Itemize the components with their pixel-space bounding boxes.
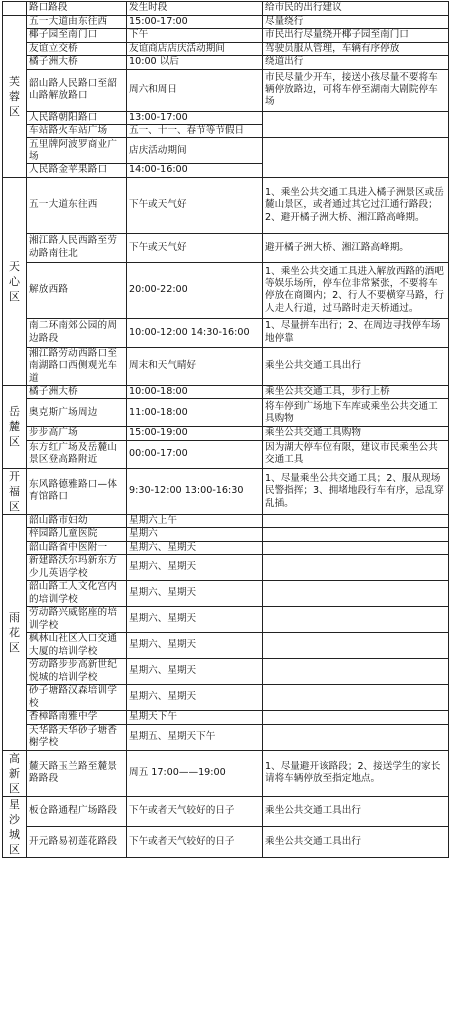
advice-cell: 驾驶员服从管理，车辆有序停放 [263,42,449,55]
time-cell: 星期六上午 [127,514,263,527]
time-cell: 店庆活动期间 [127,138,263,164]
road-cell: 友谊立交桥 [27,42,127,55]
advice-cell [263,111,449,138]
road-cell: 湘江路劳动西路口至南湖路口西侧观光车道 [27,347,127,385]
district-cell [3,468,27,514]
table-row [3,607,449,633]
table-row [3,440,449,468]
advice-cell [263,581,449,607]
table-row [3,468,449,514]
traffic-advice-table [2,1,449,858]
table-row [3,724,449,750]
table-row [3,69,449,111]
road-cell: 五一大道由东往西 [27,16,127,29]
time-cell: 周六和周日 [127,69,263,111]
table-row [3,555,449,581]
table-row [3,233,449,262]
table-row [3,386,449,399]
road-cell: 湘江路人民西路至劳动路南往北 [27,233,127,262]
advice-cell: 乘坐公共交通工具出行 [263,347,449,385]
time-cell: 星期六、星期天 [127,541,263,554]
table-row [3,399,449,427]
table-row [3,528,449,541]
table-row [3,750,449,796]
road-cell: 香樟路南雅中学 [27,711,127,724]
advice-cell: 市民出行尽量绕开椰子园至南门口 [263,29,449,42]
advice-cell [263,138,449,177]
table-row [3,16,449,29]
advice-cell: 尽量绕行 [263,16,449,29]
advice-cell [263,711,449,724]
road-cell: 天华路天华砂子塘香榭学校 [27,724,127,750]
time-cell: 10:00-12:00 14:30-16:00 [127,318,263,347]
district-name: 高新区 [9,751,20,795]
district-cell [3,386,27,469]
time-cell: 10:00 以后 [127,56,263,69]
table-row [3,42,449,55]
time-cell: 15:00-17:00 [127,16,263,29]
district-cell [3,514,27,750]
advice-cell: 乘坐公共交通工具出行 [263,827,449,858]
advice-cell [263,607,449,633]
table-row [3,138,449,164]
table-row [3,29,449,42]
time-cell: 20:00-22:00 [127,262,263,318]
advice-cell: 乘坐公共交通工具出行 [263,796,449,827]
table-row [3,581,449,607]
header-district [3,2,27,16]
time-cell: 星期六、星期天 [127,685,263,711]
road-cell: 步步高广场 [27,427,127,440]
time-cell: 下午或天气好 [127,177,263,233]
advice-cell: 因为湖大停车位有限，建议市民乘坐公共交通工具 [263,440,449,468]
road-cell: 五里牌阿波罗商业广场 [27,138,127,164]
road-cell: 劳动路步步高新世纪悦城的培训学校 [27,659,127,685]
time-cell: 10:00-18:00 [127,386,263,399]
advice-cell: 1、尽量避开该路段；2、接送学生的家长请将车辆停放至指定地点。 [263,750,449,796]
road-cell: 韶山路市妇幼 [27,514,127,527]
time-cell: 11:00-18:00 [127,399,263,427]
advice-cell [263,555,449,581]
table-row [3,177,449,233]
road-cell: 南二环南郊公园的周边路段 [27,318,127,347]
advice-cell [263,528,449,541]
table-row [3,111,449,124]
time-cell: 下午或者天气较好的日子 [127,827,263,858]
road-cell: 五一大道东往西 [27,177,127,233]
advice-cell: 市民尽量少开车，接送小孩尽量不要将车辆停放路边，可将车停至湖南大剧院停车场 [263,69,449,111]
table-body [3,16,449,858]
advice-cell: 1、乘坐公共交通工具进入橘子洲景区或岳麓山景区，或者通过其它过江通行路段；2、避开橘子洲大桥、湘江路高峰期。 [263,177,449,233]
table-row [3,56,449,69]
advice-cell: 1、尽量拼车出行；2、在周边寻找停车场地停靠 [263,318,449,347]
time-cell: 星期六、星期天 [127,581,263,607]
time-cell: 13:00-17:00 [127,111,263,124]
road-cell: 人民路朝阳路口 [27,111,127,124]
time-cell: 15:00-19:00 [127,427,263,440]
advice-cell [263,685,449,711]
table-header-row [3,2,449,16]
road-cell: 梓园路儿童医院 [27,528,127,541]
road-cell: 麓天路玉兰路至麓景路路段 [27,750,127,796]
advice-cell: 1、乘坐公共交通工具进入解放西路的酒吧等娱乐场所，停车位非常紧张，不要将车停放在商圈内；2、行人不要横穿马路，行人走人行道，过马路时走天桥通过。 [263,262,449,318]
road-cell: 砂子塘路汉森培训学校 [27,685,127,711]
time-cell: 五一、十一、春节等节假日 [127,125,263,138]
road-cell: 韶山路省中医附一 [27,541,127,554]
time-cell: 星期六、星期天 [127,659,263,685]
time-cell: 友谊商店店庆活动期间 [127,42,263,55]
table-row [3,347,449,385]
road-cell: 橘子洲大桥 [27,386,127,399]
time-cell: 9:30-12:00 13:00-16:30 [127,468,263,514]
road-cell: 新建路沃尔玛新东方少儿英语学校 [27,555,127,581]
district-name: 天心区 [9,259,20,303]
road-cell: 枫林山社区入口交通大厦的培训学校 [27,633,127,659]
advice-cell [263,633,449,659]
district-cell [3,750,27,796]
advice-cell [263,514,449,527]
road-cell: 解放西路 [27,262,127,318]
time-cell: 下午或天气好 [127,233,263,262]
time-cell: 00:00-17:00 [127,440,263,468]
time-cell: 周末和天气晴好 [127,347,263,385]
advice-cell: 1、尽量乘坐公共交通工具；2、服从现场民警指挥；3、拥堵地段行车有序，忌乱穿乱插。 [263,468,449,514]
time-cell: 下午或者天气较好的日子 [127,796,263,827]
advice-cell [263,659,449,685]
advice-cell: 绕道出行 [263,56,449,69]
table-row [3,827,449,858]
district-name: 星沙城区 [9,797,20,856]
time-cell: 星期六 [127,528,263,541]
header-time: 发生时段 [127,2,263,16]
header-advice: 给市民的出行建议 [263,2,449,16]
advice-cell [263,724,449,750]
time-cell: 下午 [127,29,263,42]
road-cell: 板仓路通程广场路段 [27,796,127,827]
road-cell: 东风路德雅路口—体育馆路口 [27,468,127,514]
road-cell: 韶山路工人文化宫内的培训学校 [27,581,127,607]
time-cell: 星期六、星期天 [127,555,263,581]
table-row [3,514,449,527]
road-cell: 东方红广场及岳麓山景区登高路附近 [27,440,127,468]
time-cell: 14:00-16:00 [127,164,263,177]
table-row [3,659,449,685]
road-cell: 韶山路人民路口至韶山路解放路口 [27,69,127,111]
time-cell: 星期五、星期天下午 [127,724,263,750]
time-cell: 周五 17:00——19:00 [127,750,263,796]
advice-cell: 避开橘子洲大桥、湘江路高峰期。 [263,233,449,262]
advice-cell [263,541,449,554]
table-row [3,318,449,347]
table-row [3,541,449,554]
time-cell: 星期六、星期天 [127,633,263,659]
district-name: 岳麓区 [9,405,20,449]
header-road: 路口路段 [27,2,127,16]
district-name: 开福区 [9,469,20,513]
district-cell [3,177,27,385]
time-cell: 星期六、星期天 [127,607,263,633]
table-row [3,633,449,659]
road-cell: 劳动路兴威铭座的培训学校 [27,607,127,633]
time-cell: 星期天下午 [127,711,263,724]
table-row [3,262,449,318]
road-cell: 车站路火车站广场 [27,125,127,138]
table-row [3,685,449,711]
table-row [3,427,449,440]
advice-cell: 将车停到广场地下车库或乘坐公共交通工具购物 [263,399,449,427]
road-cell: 人民路金苹果路口 [27,164,127,177]
road-cell: 椰子园至南门口 [27,29,127,42]
road-cell: 奥克斯广场周边 [27,399,127,427]
road-cell: 开元路易初莲花路段 [27,827,127,858]
district-name: 雨花区 [9,610,20,654]
table-row [3,796,449,827]
advice-cell: 乘坐公共交通工具，步行上桥 [263,386,449,399]
district-name: 芙蓉区 [9,74,20,118]
table-row [3,711,449,724]
road-cell: 橘子洲大桥 [27,56,127,69]
district-cell [3,16,27,178]
advice-cell: 乘坐公共交通工具购物 [263,427,449,440]
district-cell [3,796,27,857]
